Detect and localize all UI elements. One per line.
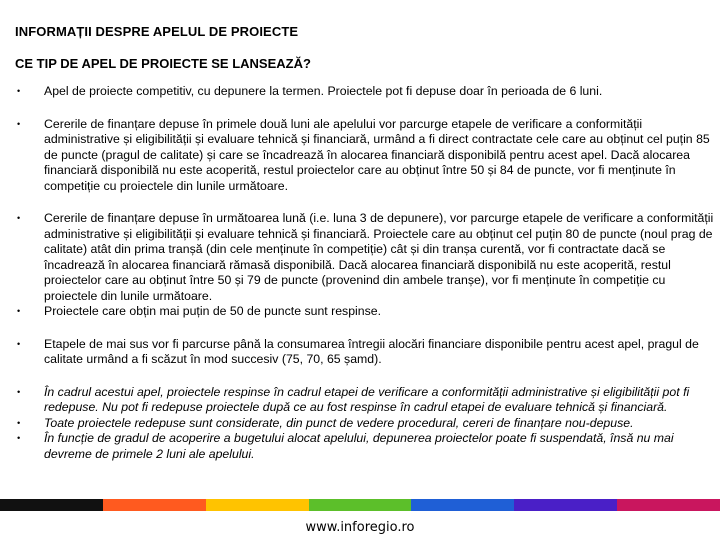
bullet-item [15,211,715,304]
bullet-text: Toate proiectele redepuse sunt considerate, din punct de vedere procedural, cereri de finanțare nou-depuse. [44,415,634,430]
bullet-item [15,304,715,320]
bullet-text: Apel de proiecte competitiv, cu depunere la termen. Proiectele pot fi depuse doar în perioada de 6 luni. [44,84,603,98]
color-stripe-segment [411,499,514,511]
bullet-list [15,84,715,462]
bullet-item [15,337,715,368]
color-stripe-segment [206,499,309,511]
bullet-icon: • [17,386,21,397]
bullet-text: În funcție de gradul de acoperire a bugetului alocat apelului, depunerea proiectelor poate fi suspendată, însă nu mai devreme de primele 2 luni ale apelului. [44,431,674,461]
color-stripe [0,499,720,511]
color-stripe-segment [0,499,103,511]
bullet-item [15,117,715,195]
bullet-item [15,385,715,416]
bullet-item [15,431,715,462]
bullet-icon: • [17,433,21,443]
bullet-item [15,416,715,432]
color-stripe-segment [103,499,206,511]
color-stripe-segment [514,499,617,511]
bullet-icon: • [17,213,21,223]
section-heading: CE TIP DE APEL DE PROIECTE SE LANSEAZĂ? [15,56,311,71]
bullet-text: În cadrul acestui apel, proiectele respinse în cadrul etapei de verificare a conformității administrative și eligibilității pot fi redepuse. Nu pot fi redepuse proiectele după ce au fost respinse în cadrul etapei de evaluare tehnică și financiară. [44,384,690,414]
bullet-icon: • [17,338,21,349]
bullet-text: Etapele de mai sus vor fi parcurse până la consumarea întregii alocări financiare disponibile pentru acest apel, pragul de calitate urmând a fi scăzut în mod succesiv (75, 70, 65 șamd). [44,336,699,366]
bullet-text: Cererile de finanțare depuse în următoarea lună (i.e. luna 3 de depunere), vor parcurge etapele de verificare a conformității administrative și eligibilității și evaluare tehnică și financiară. Proiectele care au obținut cel puțin 80 de puncte (noul prag de calitate) atât din prima tranșă (din cele menținute în competiție) cât și din tranșa curentă, vor fi contractate dacă se încadrează în alocarea financiară rămasă disponibilă. Dacă alocarea financiară disponibilă nu este acoperită, restul proiectelor care au obținut între 50 și 79 de puncte (provenind din ambele tranșe), vor fi menținute în competiție cu proiectele din lunile următoare. [44,211,714,303]
color-stripe-segment [617,499,720,511]
bullet-icon: • [17,86,21,96]
footer-url[interactable]: www.inforegio.ro [305,520,415,535]
color-stripe-segment [309,499,412,511]
bullet-item [15,84,715,100]
slide-title: INFORMAȚII DESPRE APELUL DE PROIECTE [15,24,299,39]
bullet-icon: • [17,118,21,129]
bullet-icon: • [17,417,21,428]
bullet-text: Cererile de finanțare depuse în primele două luni ale apelului vor parcurge etapele de verificare a conformității administrative și eligibilității și evaluare tehnică și financiară, urmând a fi direct contractate cele care au obținut cel puțin 85 de puncte (pragul de calitate) și care se încadrează în alocarea financiară disponibilă pentru acest apel. Dacă alocarea financiară disponibilă nu este acoperită, restul proiectelor care au obținut între 50 și 84 de puncte, vor fi menținute în competiție cu proiectele din lunile următoare. [44,116,710,193]
bullet-text: Proiectele care obțin mai puțin de 50 de puncte sunt respinse. [44,304,382,318]
bullet-icon: • [17,306,21,316]
